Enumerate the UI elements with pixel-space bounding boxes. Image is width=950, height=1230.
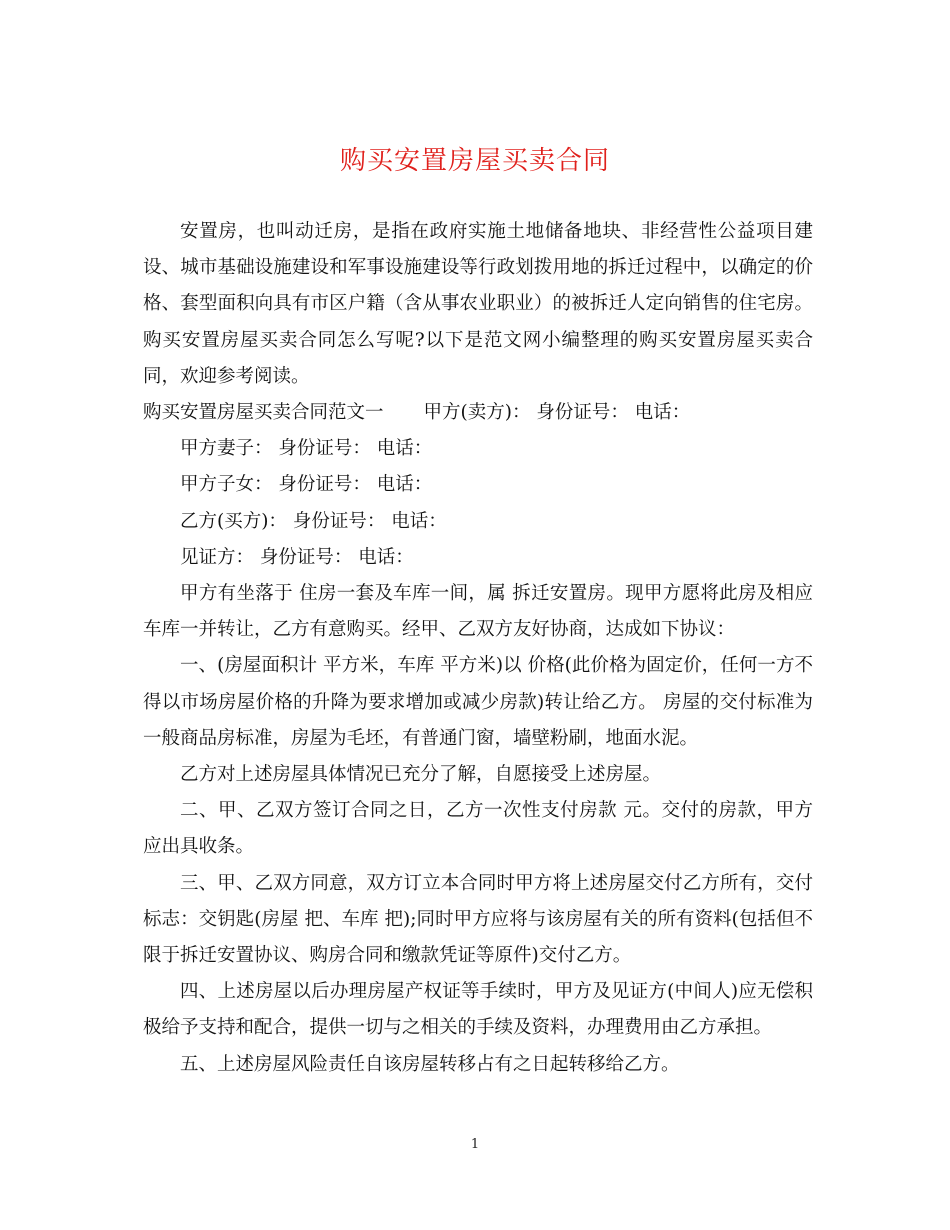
document-title: 购买安置房屋买卖合同 bbox=[339, 146, 610, 176]
clause-2: 二、甲、乙双方签订合同之日，乙方一次性支付房款 元。交付的房款，甲方应出具收条。 bbox=[143, 800, 813, 858]
intro-paragraph: 安置房，也叫动迁房，是指在政府实施土地储备地块、非经营性公益项目建设、城市基础设施建设和军事设施建设等行政划拨用地的拆迁过程中，以确定的价格、套型面积向具有市区户籍（含从事农业职业）的被拆迁人定向销售的住宅房。购买安置房屋买卖合同怎么写呢?以下是范文网小编整理的购买安置房屋买卖合同，欢迎参考阅读。 bbox=[143, 221, 813, 387]
party-b-line: 乙方(买方)： 身份证号： 电话： bbox=[180, 510, 447, 532]
party-a-line: 甲方(卖方)： 身份证号： 电话： bbox=[423, 402, 691, 424]
page-number: 1 bbox=[470, 1137, 480, 1152]
party-a-spouse-line: 甲方妻子： 身份证号： 电话： bbox=[180, 438, 433, 460]
sample-heading: 购买安置房屋买卖合同范文一 bbox=[143, 402, 384, 424]
clause-1: 一、(房屋面积计 平方米，车库 平方米)以 价格(此价格为固定价，任何一方不得以市场房屋价格的升降为要求增加或减少房款)转让给乙方。 房屋的交付标准为一般商品房标准，房屋为毛坯，有普通门窗，墙壁粉刷，地面水泥。 bbox=[143, 655, 813, 749]
witness-line: 见证方： 身份证号： 电话： bbox=[180, 546, 414, 568]
document-body bbox=[143, 214, 813, 1083]
clause-preamble: 甲方有坐落于 住房一套及车库一间，属 拆迁安置房。现甲方愿将此房及相应车库一并转让，乙方有意购买。经甲、乙双方友好协商，达成如下协议： bbox=[143, 583, 813, 641]
sample-heading-line bbox=[143, 395, 813, 431]
clause-1-note: 乙方对上述房屋具体情况已充分了解，自愿接受上述房屋。 bbox=[180, 764, 662, 786]
clause-4: 四、上述房屋以后办理房屋产权证等手续时，甲方及见证方(中间人)应无偿积极给予支持和配合，提供一切与之相关的手续及资料，办理费用由乙方承担。 bbox=[143, 981, 813, 1039]
party-a-children-line: 甲方子女： 身份证号： 电话： bbox=[180, 474, 433, 496]
clause-3: 三、甲、乙双方同意，双方订立本合同时甲方将上述房屋交付乙方所有，交付标志：交钥匙(房屋 把、车库 把);同时甲方应将与该房屋有关的所有资料(包括但不限于拆迁安置协议、购房合同和缴款凭证等原件)交付乙方。 bbox=[143, 872, 813, 967]
clause-5: 五、上述房屋风险责任自该房屋转移占有之日起转移给乙方。 bbox=[180, 1053, 680, 1075]
